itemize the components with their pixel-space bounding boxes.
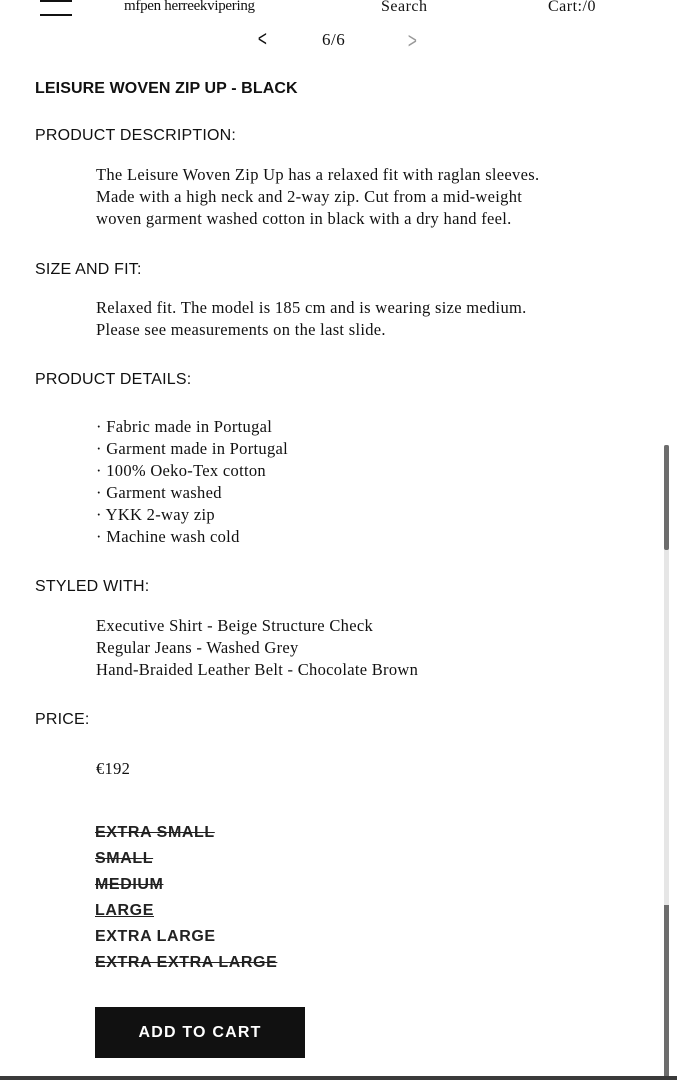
size-option-large[interactable]: [95, 901, 277, 927]
styled-with-list: [96, 615, 418, 681]
size-label[interactable]: EXTRA EXTRA LARGE: [95, 954, 278, 971]
cart-link[interactable]: Cart:/0: [548, 0, 596, 15]
size-label[interactable]: LARGE: [95, 902, 154, 919]
styled-item-link[interactable]: Regular Jeans - Washed Grey: [96, 638, 299, 657]
detail-item: · Garment washed: [96, 483, 222, 502]
size-fit-text: [96, 297, 527, 341]
detail-item: · Garment made in Portugal: [96, 439, 288, 458]
size-option-extra-large[interactable]: [95, 927, 277, 953]
scrollbar-edge: [664, 905, 669, 1080]
previous-image-arrow-icon[interactable]: <: [257, 26, 267, 51]
scrollbar-thumb[interactable]: [664, 445, 669, 550]
price-value: €192: [96, 759, 131, 778]
size-fit-line: Relaxed fit. The model is 185 cm and is wearing size medium.: [96, 298, 527, 317]
size-label[interactable]: EXTRA SMALL: [95, 824, 215, 841]
detail-item: · YKK 2-way zip: [96, 505, 215, 524]
add-to-cart-button[interactable]: ADD TO CART: [95, 1007, 305, 1058]
styled-with-label: STYLED WITH:: [35, 578, 150, 595]
size-option-medium[interactable]: [95, 875, 277, 901]
styled-item-link[interactable]: Hand-Braided Leather Belt - Chocolate Brown: [96, 660, 419, 679]
size-label[interactable]: EXTRA LARGE: [95, 928, 216, 945]
product-title: LEISURE WOVEN ZIP UP - BLACK: [35, 80, 298, 97]
description-label: PRODUCT DESCRIPTION:: [35, 127, 237, 144]
size-fit-line: Please see measurements on the last slide.: [96, 320, 386, 339]
styled-item-link[interactable]: Executive Shirt - Beige Structure Check: [96, 616, 373, 635]
product-details-list: [96, 416, 288, 548]
size-fit-label: SIZE AND FIT:: [35, 261, 142, 278]
size-option-extra-extra-large[interactable]: [95, 953, 277, 979]
size-label[interactable]: MEDIUM: [95, 876, 164, 893]
menu-icon[interactable]: [40, 0, 72, 18]
detail-item: · Fabric made in Portugal: [96, 417, 273, 436]
next-image-arrow-icon[interactable]: >: [407, 28, 417, 53]
description-text: [96, 164, 539, 230]
brand-name[interactable]: mfpen herreekvipering: [124, 0, 255, 14]
description-line: The Leisure Woven Zip Up has a relaxed fit with raglan sleeves.: [96, 165, 540, 184]
detail-item: · 100% Oeko-Tex cotton: [96, 461, 266, 480]
detail-item: · Machine wash cold: [96, 527, 240, 546]
image-counter: 6/6: [322, 30, 346, 49]
size-label[interactable]: SMALL: [95, 850, 154, 867]
size-selector: [95, 823, 277, 979]
product-details-label: PRODUCT DETAILS:: [35, 371, 192, 388]
size-option-extra-small[interactable]: [95, 823, 277, 849]
size-option-small[interactable]: [95, 849, 277, 875]
search-link[interactable]: Search: [381, 0, 428, 15]
description-line: Made with a high neck and 2-way zip. Cut from a mid-weight: [96, 187, 523, 206]
description-line: woven garment washed cotton in black with a dry hand feel.: [96, 209, 512, 228]
bottom-divider: [0, 1076, 677, 1080]
price-label: PRICE:: [35, 711, 90, 728]
